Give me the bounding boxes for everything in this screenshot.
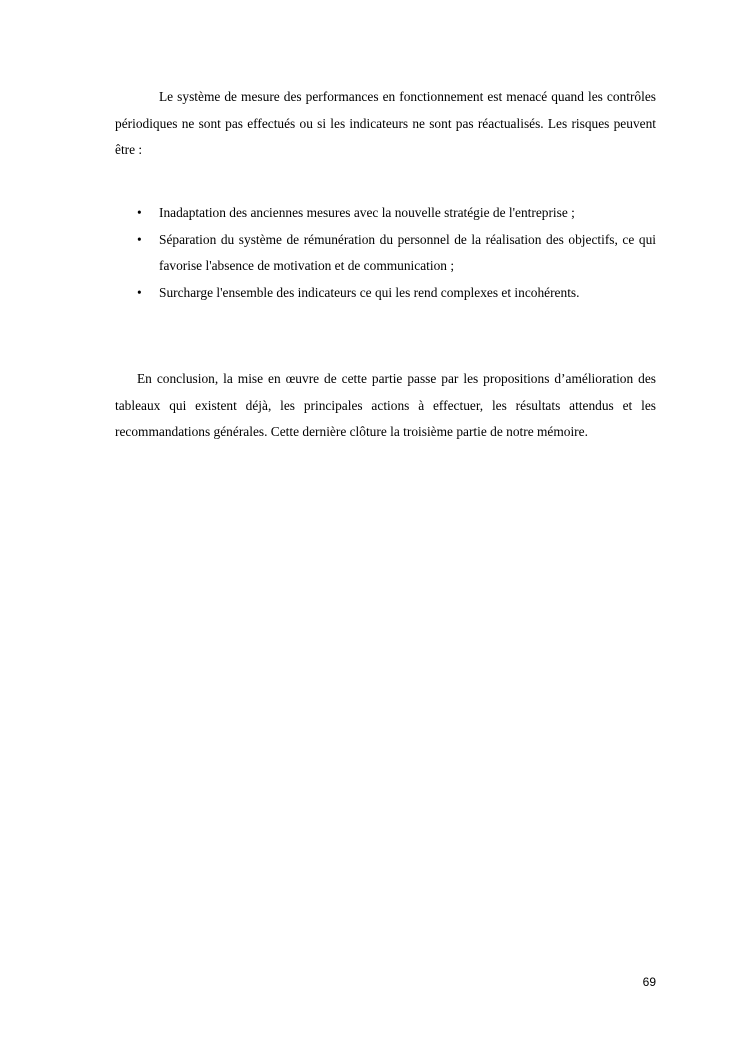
- list-item-text: Séparation du système de rémunération du personnel de la réalisation des objectifs, ce qui favorise l'absence de motivation et de communication ;: [159, 231, 656, 273]
- list-item: [115, 200, 656, 227]
- risks-bullet-list: [115, 200, 656, 306]
- page-number: 69: [642, 975, 656, 989]
- bullet-icon: •: [137, 284, 142, 300]
- bullet-icon: •: [137, 231, 142, 247]
- list-item-text: Surcharge l'ensemble des indicateurs ce qui les rend complexes et incohérents.: [159, 284, 580, 300]
- list-item-text: Inadaptation des anciennes mesures avec la nouvelle stratégie de l'entreprise ;: [159, 205, 575, 220]
- paragraph-conclusion: En conclusion, la mise en œuvre de cette partie passe par les propositions d’amélioration des tableaux qui existent déjà, les principales actions à effectuer, les résultats attendus et les recommandations générales. Cette dernière clôture la troisième partie de notre mémoire.: [115, 371, 656, 439]
- list-item: [115, 280, 656, 307]
- list-item: [115, 227, 656, 280]
- bullet-icon: •: [137, 205, 142, 220]
- paragraph-risks-intro: Le système de mesure des performances en fonctionnement est menacé quand les contrôles périodiques ne sont pas effectués ou si les indicateurs ne sont pas réactualisés. Les risques peuvent être :: [115, 89, 656, 157]
